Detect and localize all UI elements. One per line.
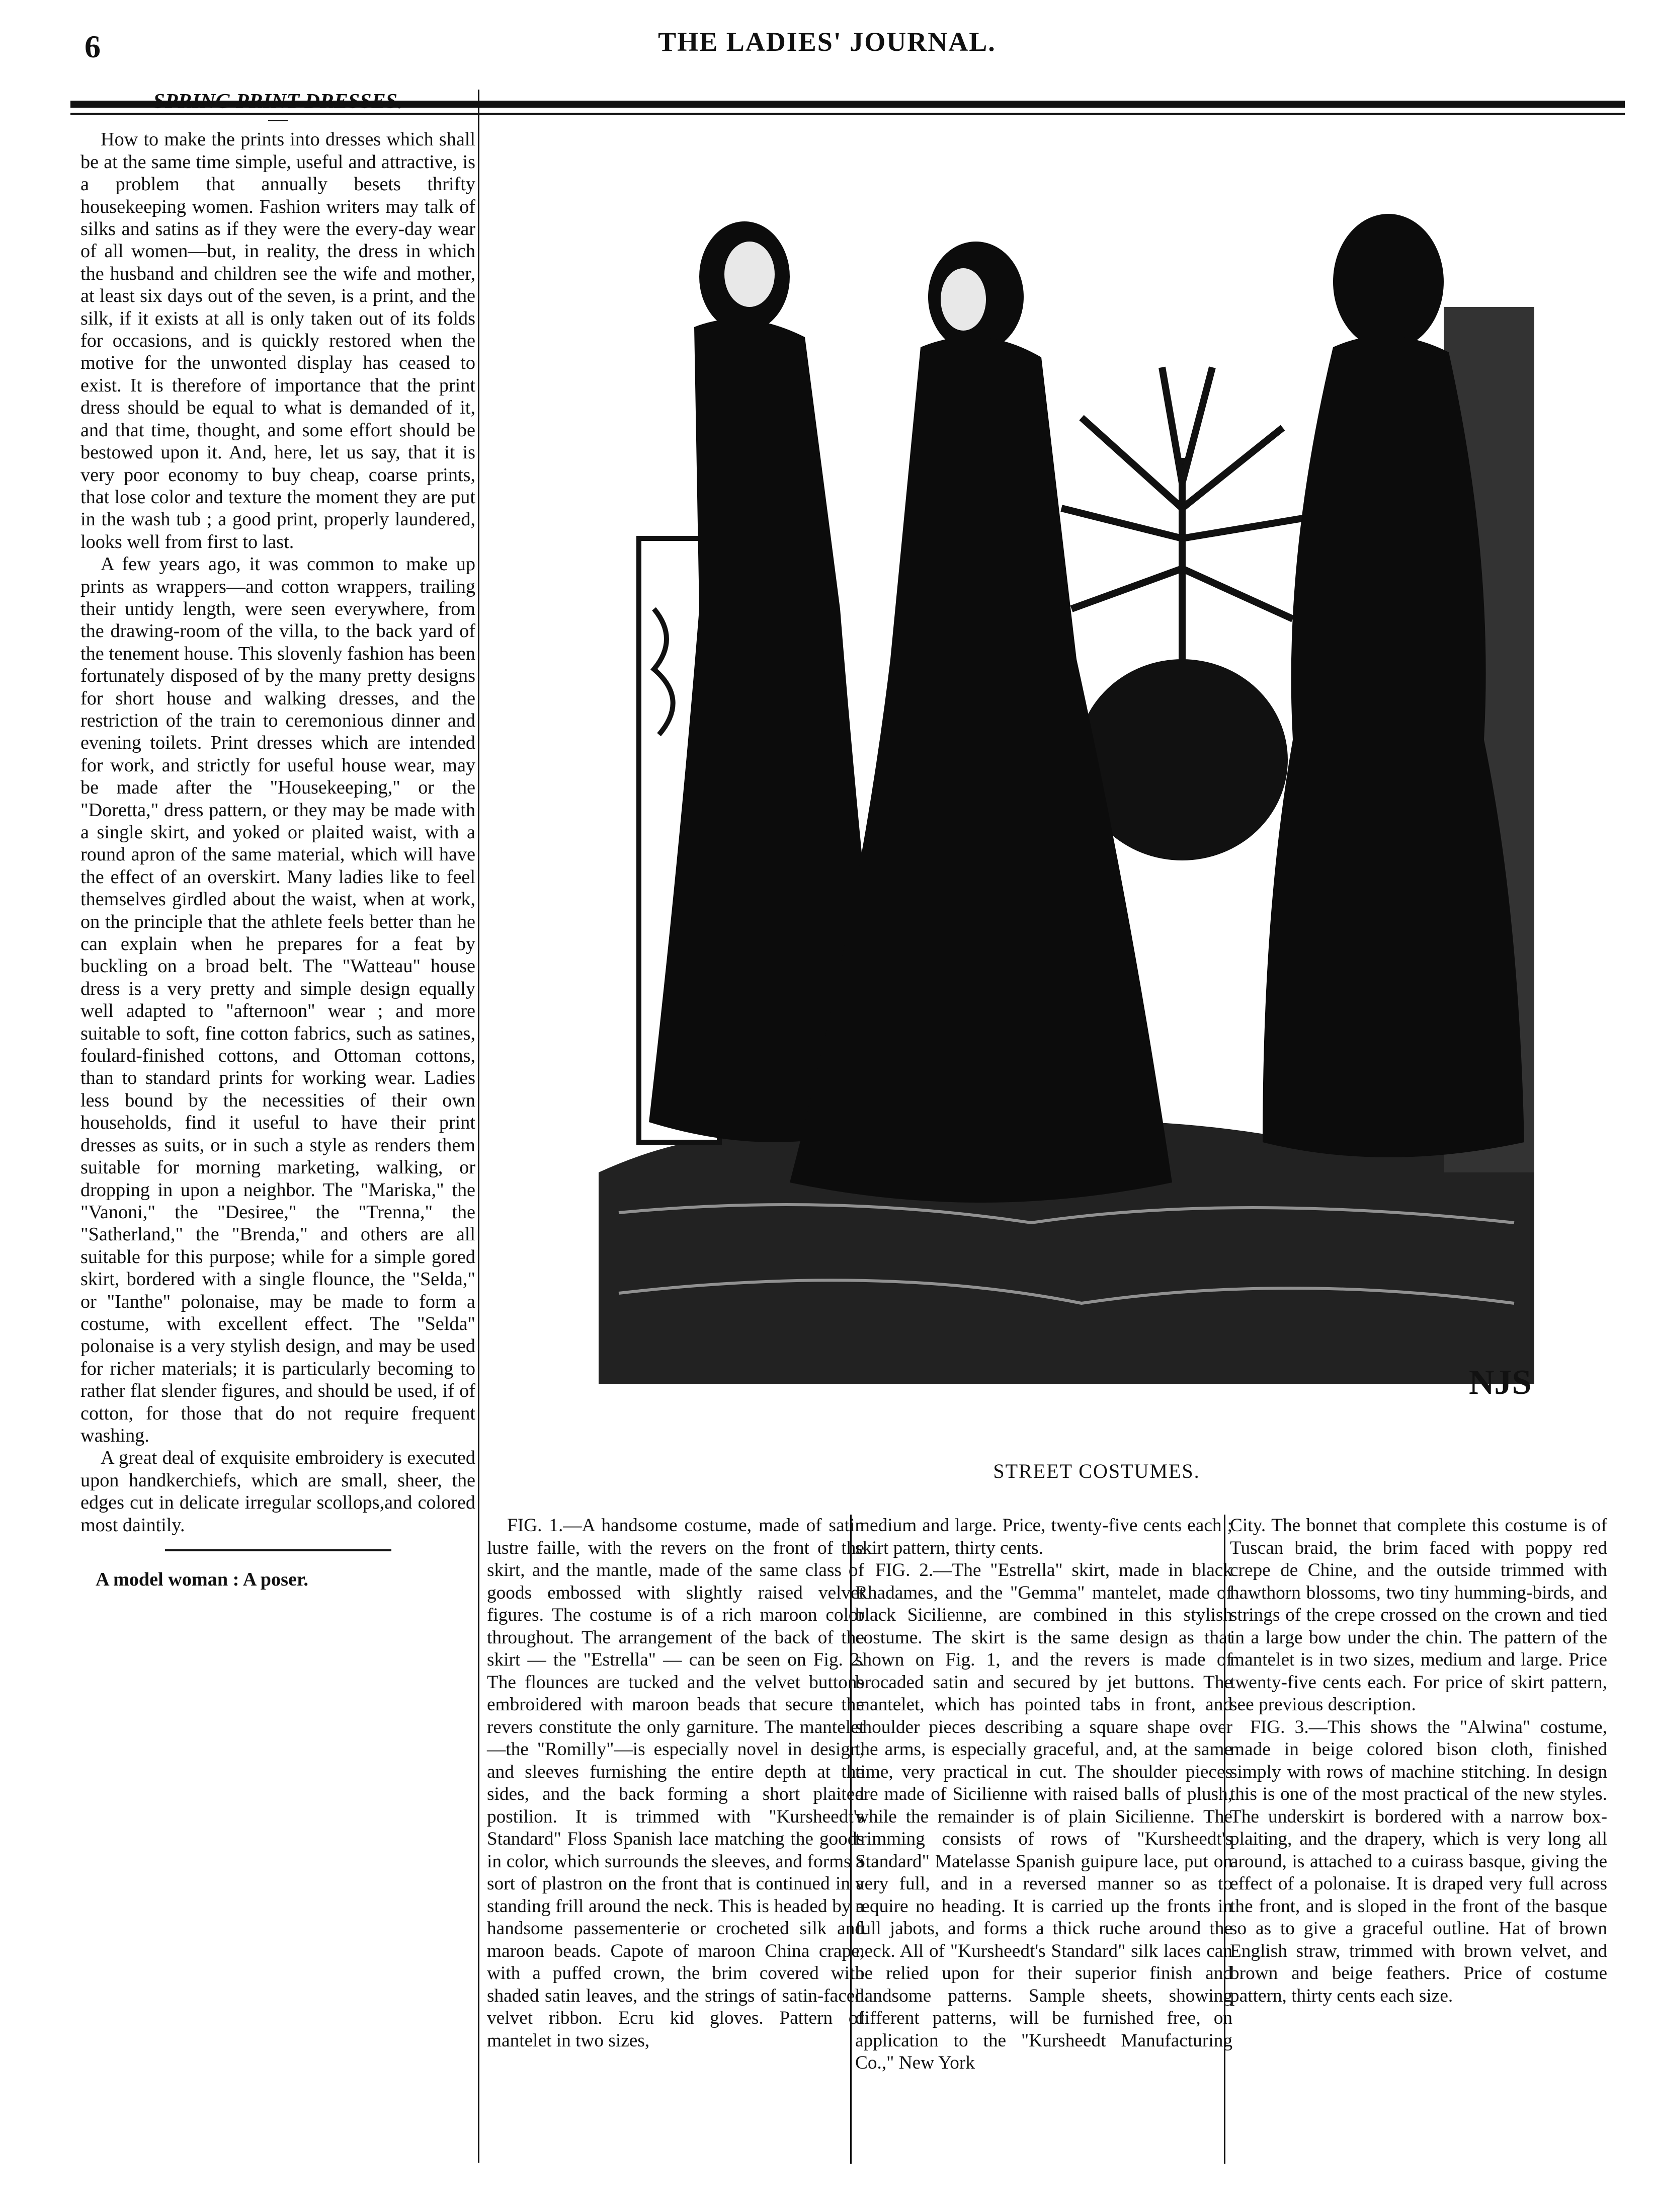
heading-rule: [268, 120, 288, 121]
article-paragraph: How to make the prints into dresses which shall be at the same time simple, useful and attractive, is a problem that annually besets thrifty housekeeping women. Fashion writers may talk of silks and satins as if they were the every-day wear of all women—but, in reality, the dress in which the husband and children see the wife and mother, at least six days out of the seven, is a print, and the silk, if it exists at all is only taken out of its folds for occasions, and is quickly restored when the motive for the unwonted display has ceased to exist. It is therefore of importance that the print dress should be equal to what is demanded of it, and that time, thought, and some effort should be bestowed upon it. And, here, let us say, that it is very poor economy to buy cheap, coarse prints, that lose color and texture the moment they are put in the wash tub ; a good print, properly laundered, looks well from first to last.: [80, 129, 475, 552]
artist-signature: NJS: [1469, 1363, 1532, 1402]
description-paragraph: FIG. 3.—This shows the "Alwina" costume, made in beige colored bison cloth, finished simply with rows of machine stitching. In design this is one of the most practical of the new styles. The underskirt is bordered with a narrow box-plaiting, and the drapery, which is very long all around, is attached to a cuirass basque, giving the effect of a polonaise. It is draped very full across the front, and is sloped in the front of the basque so as to give a graceful outline. Hat of brown English straw, trimmed with brown velvet, and brown and beige feathers. Price of costume pattern, thirty cents each size.: [1230, 1716, 1607, 2006]
filler-line: A model woman : A poser.: [96, 1569, 308, 1590]
article-paragraph: A great deal of exquisite embroidery is executed upon handkerchiefs, which are small, sheer, the edges cut in delicate irregular scollops,and colored most daintily.: [80, 1447, 475, 1536]
description-column-1: [487, 1515, 864, 2052]
description-column-3: [1230, 1515, 1607, 2007]
masthead-title: THE LADIES' JOURNAL.: [658, 27, 996, 57]
column-divider: [478, 90, 479, 2163]
description-column-2: [855, 1515, 1232, 2075]
article-column: [80, 91, 475, 1591]
description-paragraph: FIG. 1.—A handsome costume, made of satin lustre faille, with the revers on the front of the skirt, and the mantle, made of the same class of goods embossed with slightly raised velvet figures. The costume is of a rich maroon color throughout. The arrangement of the back of the skirt — the "Estrella" — can be seen on Fig. 2. The flounces are tucked and the velvet buttons embroidered with maroon beads that secure the revers constitute the only garniture. The mantelet —the "Romilly"—is especially novel in design, and sleeves furnishing the entire depth at the sides, and the back forming a short plaited postilion. It is trimmed with "Kursheedt's Standard" Floss Spanish lace matching the goods in color, which surrounds the sleeves, and forms a sort of plastron on the front that is continued in a standing frill around the neck. This is headed by a handsome passementerie or crocheted silk and maroon beads. Capote of maroon China crape, with a puffed crown, the brim covered with shaded satin leaves, and the strings of satin-faced velvet ribbon. Ecru kid gloves. Pattern of mantelet in two sizes,: [487, 1515, 864, 2051]
street-costumes-illustration: [578, 156, 1544, 1404]
description-paragraph: medium and large. Price, twenty-five cents each ; skirt pattern, thirty cents.: [855, 1515, 1232, 1558]
article-paragraph: A few years ago, it was common to make up prints as wrappers—and cotton wrappers, trailing their untidy length, were seen everywhere, from the drawing-room of the villa, to the back yard of the tenement house. This slovenly fashion has been fortunately disposed of by the many pretty designs for short house and walking dresses, and the restriction of the train to ceremonious dinner and evening toilets. Print dresses which are intended for work, and strictly for useful house wear, may be made after the "Housekeeping," or the "Doretta," dress pattern, or they may be made with a single skirt, and yoked or plaited waist, with a round apron of the same material, which will have the effect of an overskirt. Many ladies like to feel themselves girdled about the waist, when at work, on the principle that the athlete feels better than he can explain when he prepares for a feat by buckling on a broad belt. The "Watteau" house dress is a very pretty and simple design equally well adapted to "afternoon" wear ; and more suitable to soft, fine cotton fabrics, such as satines, foulard-finished cottons, and Ottoman cottons, than to standard prints for working wear. Ladies less bound by the necessities of their own households, find it useful to have their print dresses as suits, or in such a style as renders them suitable for morning marketing, walking, or dropping in upon a neighbor. The "Mariska," the "Vanoni," the "Desiree," the "Trenna," the "Satherland," the "Brenda," and others are all suitable for this purpose; while for a simple gored skirt, bordered with a single flounce, the "Selda," or "Ianthe" polonaise, may be made to form a costume, with excellent effect. The "Selda" polonaise is a very stylish design, and may be used for richer materials; it is particularly becoming to rather flat slender figures, and should be used, if of cotton, for those that do not require frequent washing.: [80, 554, 475, 1446]
description-paragraph: FIG. 2.—The "Estrella" skirt, made in black Rhadames, and the "Gemma" mantelet, made of black Sicilienne, are combined in this stylish costume. The skirt is the same design as that shown on Fig. 1, and the revers is made of brocaded satin and secured by jet buttons. The mantelet, which has pointed tabs in front, and shoulder pieces describing a square shape over the arms, is especially graceful, and, at the same time, very practical in cut. The shoulder pieces are made of Sicilienne with raised balls of plush, while the remainder is of plain Sicilienne. The trimming consists of rows of "Kursheedt's Standard" Matelasse Spanish guipure lace, put on very full, and in a reversed manner so as to require no heading. It is carried up the fronts in full jabots, and forms a thick ruche around the neck. All of "Kursheedt's Standard" silk laces can be relied upon for their superior finish and handsome patterns. Sample sheets, showing different patterns, will be furnished free, on application to the "Kursheedt Manufacturing Co.," New York: [855, 1560, 1232, 2073]
description-paragraph: City. The bonnet that complete this costume is of Tuscan braid, the brim faced with poppy red crepe de Chine, and the outside trimmed with hawthorn blossoms, two tiny humming-birds, and strings of the crepe crossed on the crown and tied in a large bow under the chin. The pattern of the mantelet is in two sizes, medium and large. Price twenty-five cents each. For price of skirt pattern, see previous description.: [1230, 1515, 1607, 1715]
article-heading: SPRING PRINT DRESSES.: [153, 90, 403, 113]
page-number: 6: [85, 29, 101, 64]
article-end-rule: [165, 1549, 391, 1551]
illustration-caption: STREET COSTUMES.: [993, 1460, 1200, 1482]
